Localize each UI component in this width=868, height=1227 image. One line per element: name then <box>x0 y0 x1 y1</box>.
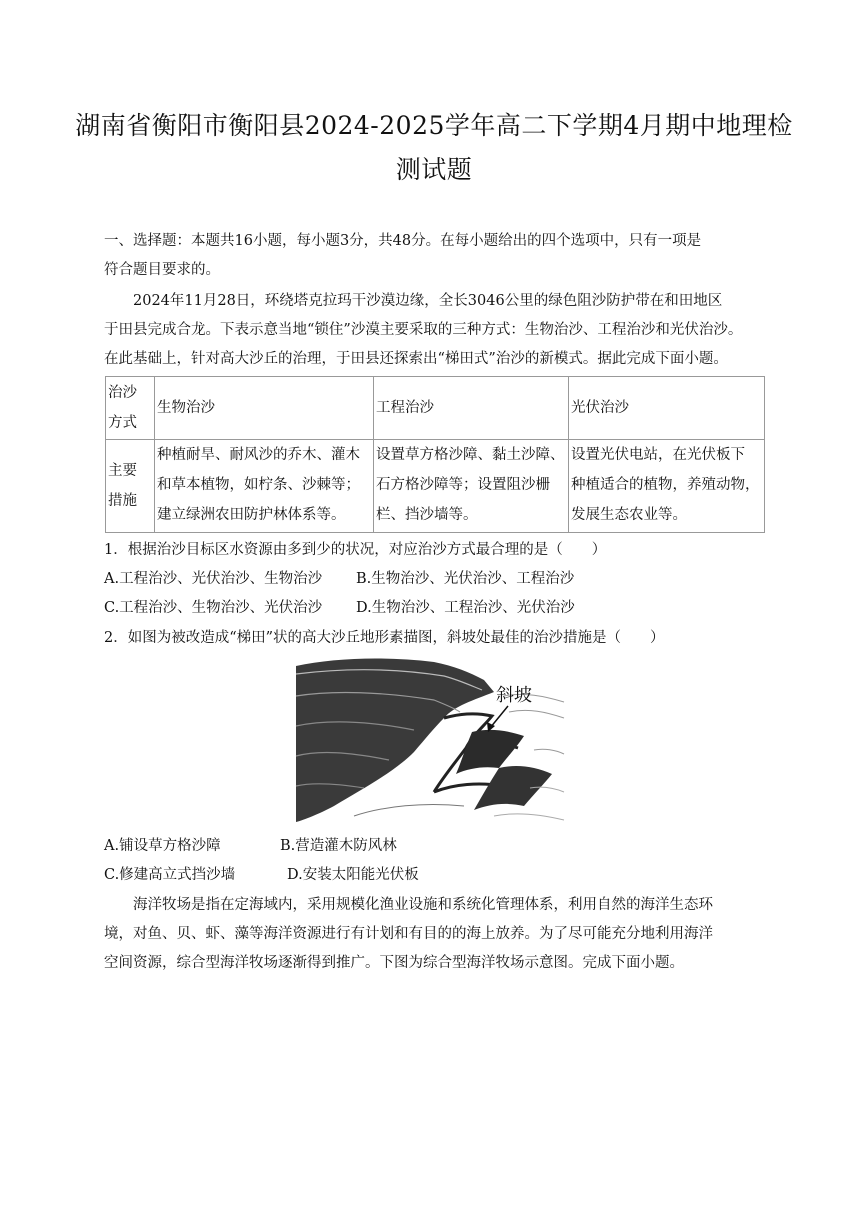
table-cell-text: 和草本植物，如柠条、沙棘等； <box>157 477 360 493</box>
table-row <box>106 377 765 440</box>
table-cell <box>374 440 569 533</box>
question2-option-a: A.铺设草方格沙障 <box>104 838 221 854</box>
table-cell-text: 主要 <box>108 463 137 479</box>
table-cell-text: 发展生态农业等。 <box>571 507 687 523</box>
page-title-line1: 湖南省衡阳市衡阳县2024-2025学年高二下学期4月期中地理检 <box>75 111 793 140</box>
passage2-line1: 海洋牧场是指在定海域内，采用规模化渔业设施和系统化管理体系，利用自然的海洋生态环 <box>133 897 713 913</box>
table-cell: 生物治沙 <box>155 377 374 440</box>
passage1-line3: 在此基础上，针对高大沙丘的治理，于田县还探索出“梯田式”治沙的新模式。据此完成下面小题。 <box>104 351 728 367</box>
question2-stem: 2．如图为被改造成“梯田”状的高大沙丘地形素描图，斜坡处最佳的治沙措施是（ ） <box>104 630 665 646</box>
table-cell <box>569 440 765 533</box>
table-cell-text: 方式 <box>108 415 137 431</box>
passage1-line1: 2024年11月28日，环绕塔克拉玛干沙漠边缘，全长3046公里的绿色阻沙防护带在和田地区 <box>133 293 723 309</box>
question2-option-c: C.修建高立式挡沙墙 <box>104 867 236 883</box>
table-row-header <box>106 440 155 533</box>
question2-option-b: B.营造灌木防风林 <box>280 838 397 854</box>
passage1-line2: 于田县完成合龙。下表示意当地“锁住”沙漠主要采取的三种方式：生物治沙、工程治沙和光伏治沙。 <box>104 322 743 338</box>
question1-option-c: C.工程治沙、生物治沙、光伏治沙 <box>104 600 323 616</box>
table-cell-text: 治沙 <box>108 385 137 401</box>
table-row <box>106 440 765 533</box>
question1-stem: 1．根据治沙目标区水资源由多到少的状况，对应治沙方式最合理的是（ ） <box>104 542 607 558</box>
table-cell-text: 建立绿洲农田防护林体系等。 <box>157 507 346 523</box>
table-cell: 工程治沙 <box>374 377 569 440</box>
passage2-line3: 空间资源，综合型海洋牧场逐渐得到推广。下图为综合型海洋牧场示意图。完成下面小题。 <box>104 955 684 971</box>
table-cell-text: 设置草方格沙障、黏土沙障、 <box>376 447 565 463</box>
passage2-line2: 境，对鱼、贝、虾、藻等海洋资源进行有计划和有目的的海上放养。为了尽可能充分地利用海洋 <box>104 926 713 942</box>
table-cell-text: 栏、挡沙墙等。 <box>376 507 478 523</box>
table-cell-text: 种植耐旱、耐风沙的乔木、灌木 <box>157 447 360 463</box>
question1-option-b: B.生物治沙、光伏治沙、工程治沙 <box>356 571 575 587</box>
figure-label-slope: 斜坡 <box>496 685 532 706</box>
section-instructions-line2: 符合题目要求的。 <box>104 262 220 278</box>
table-cell: 光伏治沙 <box>569 377 765 440</box>
table-cell-text: 石方格沙障等；设置阻沙栅 <box>376 477 550 493</box>
question1-option-a: A.工程治沙、光伏治沙、生物治沙 <box>104 571 323 587</box>
question2-option-d: D.安装太阳能光伏板 <box>287 867 419 883</box>
page-title-line2: 测试题 <box>395 155 473 184</box>
table-cell-text: 措施 <box>108 493 137 509</box>
question1-option-d: D.生物治沙、工程治沙、光伏治沙 <box>356 600 575 616</box>
section-instructions-line1: 一、选择题：本题共16小题，每小题3分，共48分。在每小题给出的四个选项中，只有一项是 <box>104 233 702 249</box>
table-row-header <box>106 377 155 440</box>
table-cell <box>155 440 374 533</box>
sand-control-table <box>105 376 765 533</box>
table-cell-text: 种植适合的植物，养殖动物， <box>571 477 760 493</box>
table-cell-text: 设置光伏电站，在光伏板下 <box>571 447 745 463</box>
